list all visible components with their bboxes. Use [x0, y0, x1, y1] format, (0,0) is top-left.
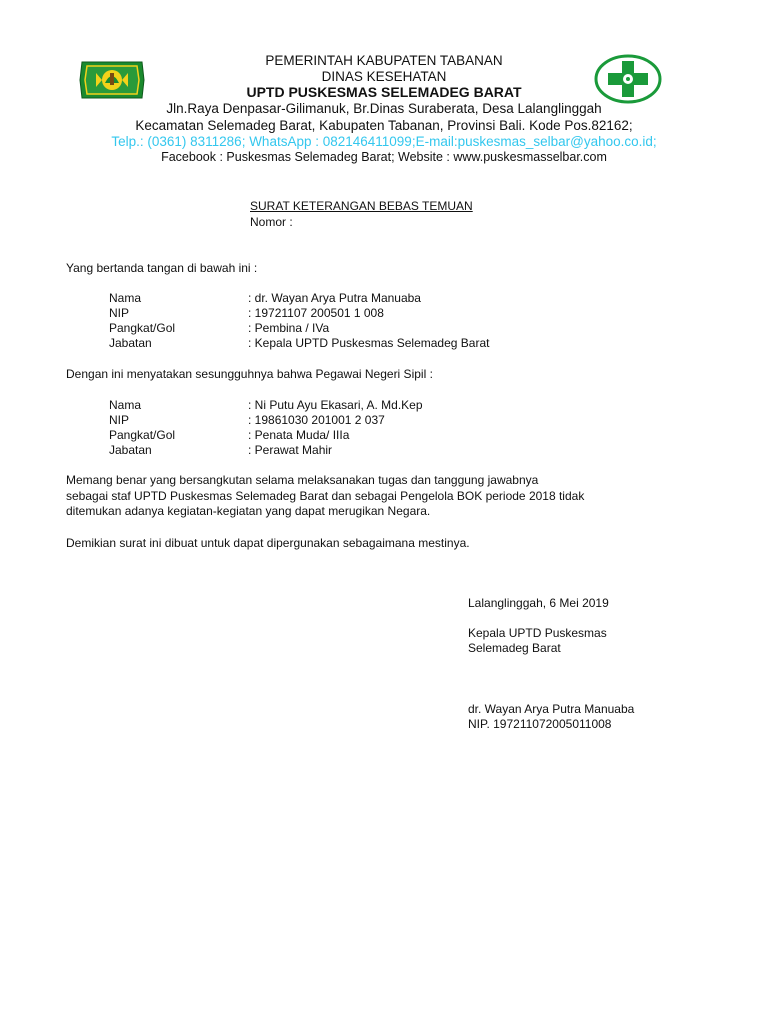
signer-position-value: : Kepala UPTD Puskesmas Selemadeg Barat [248, 336, 490, 350]
signer-rank-value: : Pembina / IVa [248, 321, 330, 335]
letterhead-address-line-1: Jln.Raya Denpasar-Gilimanuk, Br.Dinas Suraberata, Desa Lalanglinggah [166, 101, 602, 116]
subject-nip-label: NIP [109, 413, 130, 427]
signer-position-label: Jabatan [109, 336, 152, 350]
subject-rank-value: : Penata Muda/ IIIa [248, 428, 350, 442]
letterhead-line-department: DINAS KESEHATAN [321, 69, 447, 84]
subject-name-value: : Ni Putu Ayu Ekasari, A. Md.Kep [248, 398, 423, 412]
body-line-3: ditemukan adanya kegiatan-kegiatan yang dapat merugikan Negara. [66, 504, 431, 518]
signer-nip-label: NIP [109, 306, 130, 320]
intro-text: Yang bertanda tangan di bawah ini : [66, 261, 258, 275]
signature-position-line-2: Selemadeg Barat [468, 641, 561, 655]
letterhead-contact-line: Telp.: (0361) 8311286; WhatsApp : 082146411099;E-mail:puskesmas_selbar@yahoo.co.id; [111, 134, 657, 149]
letterhead-line-government: PEMERINTAH KABUPATEN TABANAN [265, 53, 503, 68]
closing-text: Demikian surat ini dibuat untuk dapat dipergunakan sebagaimana mestinya. [66, 536, 470, 550]
letterhead-address-line-2: Kecamatan Selemadeg Barat, Kabupaten Tabanan, Provinsi Bali. Kode Pos.82162; [135, 118, 633, 133]
signature-position-line-1: Kepala UPTD Puskesmas [468, 626, 607, 640]
signer-name-value: : dr. Wayan Arya Putra Manuaba [248, 291, 421, 305]
signer-nip-value: : 19721107 200501 1 008 [248, 306, 384, 320]
subject-position-label: Jabatan [109, 443, 152, 457]
place-date: Lalanglinggah, 6 Mei 2019 [468, 596, 609, 610]
body-line-2: sebagai staf UPTD Puskesmas Selemadeg Barat dan sebagai Pengelola BOK periode 2018 tidak [66, 489, 585, 503]
signature-name: dr. Wayan Arya Putra Manuaba [468, 702, 635, 716]
signer-name-label: Nama [109, 291, 142, 305]
subject-position-value: : Perawat Mahir [248, 443, 333, 457]
letterhead-line-institution: UPTD PUSKESMAS SELEMADEG BARAT [246, 84, 522, 100]
subject-name-label: Nama [109, 398, 142, 412]
statement-text: Dengan ini menyatakan sesungguhnya bahwa Pegawai Negeri Sipil : [66, 367, 433, 381]
signer-rank-label: Pangkat/Gol [109, 321, 176, 335]
subject-nip-value: : 19861030 201001 2 037 [248, 413, 385, 427]
document-number: Nomor : [250, 215, 293, 229]
body-line-1: Memang benar yang bersangkutan selama melaksanakan tugas dan tanggung jawabnya [66, 473, 539, 487]
subject-rank-label: Pangkat/Gol [109, 428, 176, 442]
document-title: SURAT KETERANGAN BEBAS TEMUAN [250, 199, 473, 213]
signature-nip: NIP. 197211072005011008 [468, 717, 612, 731]
letterhead-social-line: Facebook : Puskesmas Selemadeg Barat; Website : www.puskesmasselbar.com [161, 150, 607, 164]
